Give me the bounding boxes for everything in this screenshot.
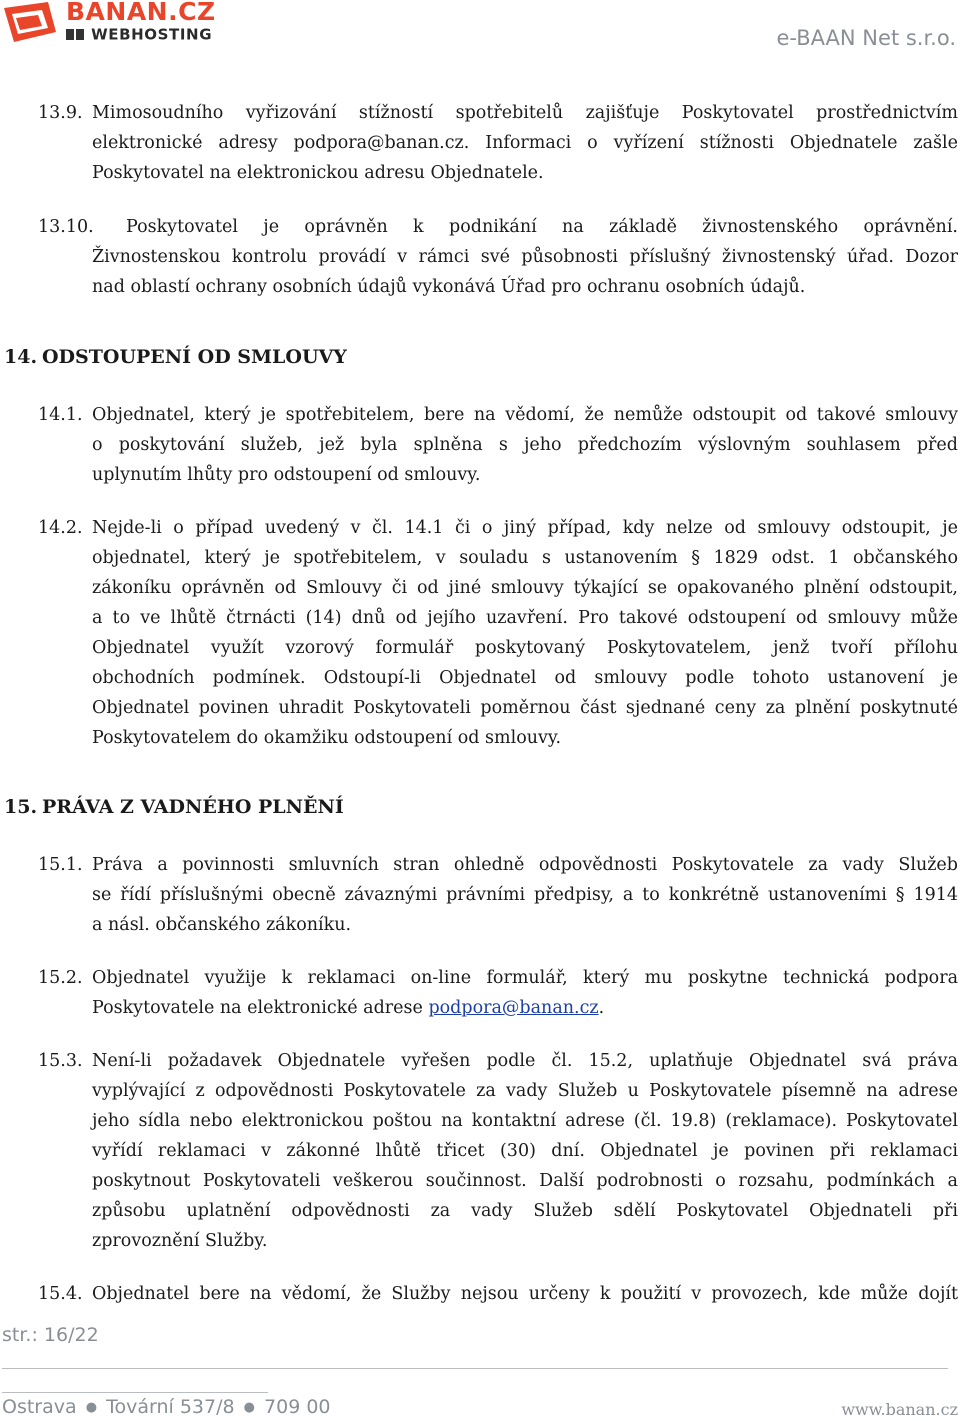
- banan-logo-icon: [4, 2, 60, 44]
- section-title: PRÁVA Z VADNÉHO PLNĚNÍ: [42, 796, 344, 818]
- clause-line: poskytnout Poskytovateli veškerou součinnost. Další podrobnosti o rozsahu, podmínkách a: [92, 1171, 958, 1191]
- clause-number: 15.4.: [38, 1284, 83, 1304]
- address-city: Ostrava: [2, 1396, 77, 1418]
- clause-line: Mimosoudního vyřizování stížností spotřebitelů zajišťuje Poskytovatel prostřednictvím: [92, 103, 958, 123]
- clause-line: zákoníku oprávněn od Smlouvy či od jiné smlouvy týkající se opakovaného plnění odstoupit,: [92, 578, 958, 598]
- section-heading-15: [4, 796, 344, 818]
- clause-line: Objednatel bere na vědomí, že Služby nejsou určeny k použití v provozech, kde může dojít: [92, 1284, 958, 1304]
- page-number: str.: 16/22: [2, 1324, 99, 1346]
- bullet-icon: ●: [243, 1400, 255, 1415]
- section-title: ODSTOUPENÍ OD SMLOUVY: [42, 346, 347, 368]
- address-street: Tovární 537/8: [106, 1396, 235, 1418]
- footer-address: [2, 1396, 331, 1418]
- clause-line: Není-li požadavek Objednatele vyřešen podle čl. 15.2, uplatňuje Objednatel svá práva: [92, 1051, 958, 1071]
- logo-sub-text: WEBHOSTING: [66, 24, 212, 44]
- clause-line: Objednatel využije k reklamaci on-line formulář, který mu poskytne technická podpora: [92, 968, 958, 988]
- clause-line: způsobu uplatnění odpovědnosti za vady Služeb sdělí Poskytovatel Objednateli při: [92, 1201, 958, 1221]
- address-zip: 709 00: [264, 1396, 331, 1418]
- clause-line: obchodních podmínek. Odstoupí-li Objednatel od smlouvy podle tohoto ustanovení je: [92, 668, 958, 688]
- clause-number: 15.1.: [38, 855, 83, 875]
- clause-line: Práva a povinnosti smluvních stran ohledně odpovědnosti Poskytovatele za vady Služeb: [92, 855, 958, 875]
- clause-line: Objednatel, který je spotřebitelem, bere na vědomí, že nemůže odstoupit od takové smlouvy: [92, 405, 958, 425]
- page-header: [0, 0, 960, 60]
- footer-divider: [2, 1368, 948, 1369]
- clause-number: 13.9.: [38, 103, 83, 123]
- clause-line: Poskytovatelem do okamžiku odstoupení od smlouvy.: [92, 728, 562, 748]
- clause-line: elektronické adresy podpora@banan.cz. Informaci o vyřízení stížnosti Objednatele zašle: [92, 133, 958, 153]
- clause-number: 15.2.: [38, 968, 83, 988]
- logo-brand-text: BANAN.CZ: [66, 0, 216, 26]
- logo-bars-icon: [66, 25, 86, 44]
- clause-line: vyřídí reklamaci v zákonné lhůtě třicet (30) dní. Objednatel je povinen při reklamaci: [92, 1141, 958, 1161]
- clause-line: jeho sídla nebo elektronickou poštou na kontaktní adrese (čl. 19.8) (reklamace). Poskytovatel: [92, 1111, 958, 1131]
- footer-divider-short: [2, 1392, 268, 1393]
- clause-line: Poskytovatel na elektronickou adresu Objednatele.: [92, 163, 544, 183]
- clause-line: nad oblastí ochrany osobních údajů vykonává Úřad pro ochranu osobních údajů.: [92, 277, 806, 297]
- clause-line: Objednatel využít vzorový formulář poskytovaný Poskytovatelem, jenž tvoří přílohu: [92, 638, 958, 658]
- clause-line: Poskytovatel je oprávněn k podnikání na základě živnostenského oprávnění.: [126, 217, 958, 237]
- clause-number: 14.1.: [38, 405, 83, 425]
- clause-line: uplynutím lhůty pro odstoupení od smlouvy.: [92, 465, 481, 485]
- banan-logo[interactable]: [4, 0, 244, 46]
- clause-line: zprovoznění Služby.: [92, 1231, 268, 1251]
- clause-line: a násl. občanského zákoníku.: [92, 915, 352, 935]
- clause-line: o poskytování služeb, jež byla splněna s jeho předchozím výslovným souhlasem před: [92, 435, 958, 455]
- clause-number: 15.3.: [38, 1051, 83, 1071]
- clause-line: Objednatel povinen uhradit Poskytovateli poměrnou část sjednané ceny za plnění poskytnuté: [92, 698, 958, 718]
- clause-line: a to ve lhůtě čtrnácti (14) dnů od jejího uzavření. Pro takové odstoupení od smlouvy může: [92, 608, 958, 628]
- clause-line: Živnostenskou kontrolu provádí v rámci své působnosti příslušný živnostenský úřad. Dozor: [92, 247, 958, 267]
- clause-line: Nejde-li o případ uvedený v čl. 14.1 či o jiný případ, kdy nelze od smlouvy odstoupit, je: [92, 518, 958, 538]
- clause-line: se řídí příslušnými obecně závaznými právními předpisy, a to konkrétně ustanoveními § 1914: [92, 885, 958, 905]
- section-number: 15.: [4, 796, 38, 818]
- clause-line: Poskytovatele na elektronické adrese podpora@banan.cz.: [92, 998, 605, 1018]
- clause-line: objednatel, který je spotřebitelem, v souladu s ustanovením § 1829 odst. 1 občanského: [92, 548, 958, 568]
- support-email-link[interactable]: podpora@banan.cz: [428, 998, 599, 1018]
- clause-number: 13.10.: [38, 217, 94, 237]
- company-name: e-BAAN Net s.r.o.: [776, 26, 956, 50]
- section-heading-14: [4, 346, 347, 368]
- bullet-icon: ●: [85, 1400, 98, 1415]
- clause-line: vyplývající z odpovědnosti Poskytovatele za vady Služeb u Poskytovatele písemně na adrese: [92, 1081, 958, 1101]
- footer-website: www.banan.cz: [841, 1400, 958, 1419]
- section-number: 14.: [4, 346, 38, 368]
- clause-number: 14.2.: [38, 518, 83, 538]
